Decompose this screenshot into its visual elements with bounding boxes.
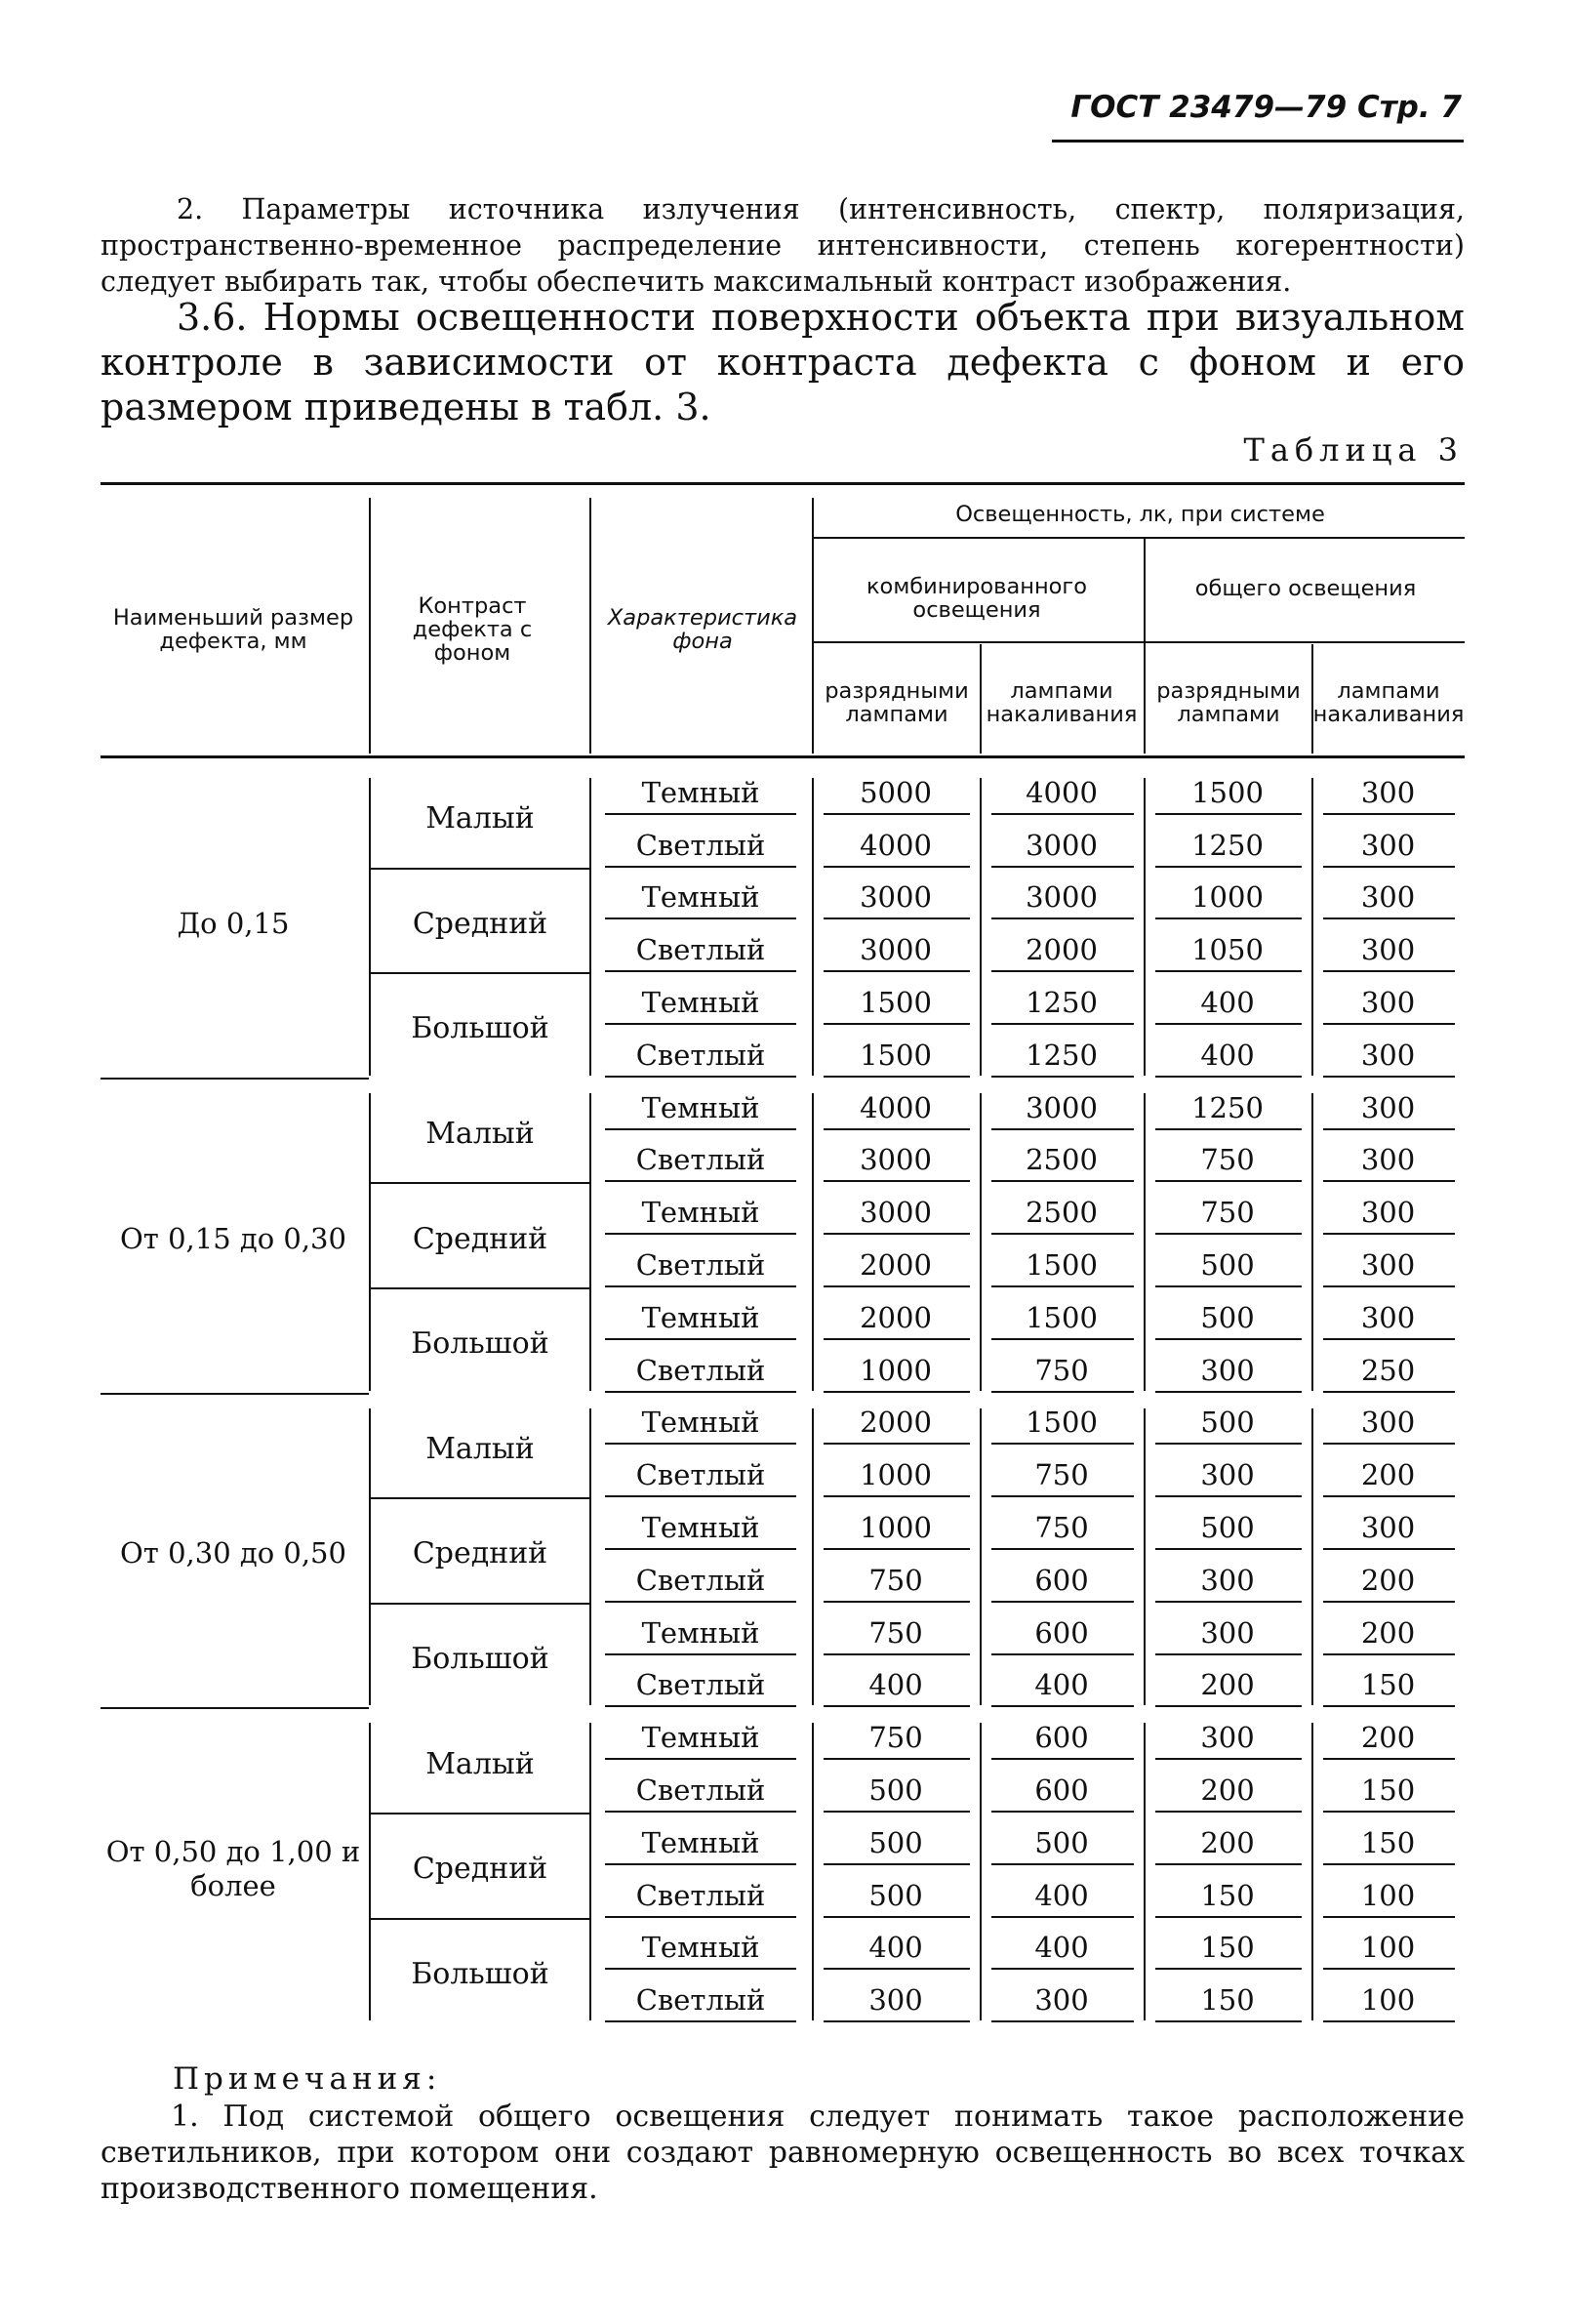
illuminance-value: 750 (1200, 1143, 1255, 1177)
row-rule (1323, 1233, 1455, 1235)
row-rule (991, 1916, 1134, 1918)
row-rule (991, 1233, 1134, 1235)
row-rule (605, 1128, 796, 1130)
illuminance-value: 300 (1200, 1615, 1255, 1650)
illuminance-value: 3000 (860, 1143, 932, 1177)
illuminance-value: 750 (1034, 1353, 1089, 1387)
row-rule (1155, 1495, 1302, 1497)
illuminance-value: 150 (1200, 1931, 1255, 1965)
illuminance-value: 200 (1200, 1825, 1255, 1859)
row-rule (1155, 1076, 1302, 1078)
background-type: Темный (641, 1300, 760, 1334)
row-rule (991, 1180, 1134, 1182)
table-top-rule (101, 482, 1465, 485)
row-rule (605, 1023, 796, 1025)
row-rule (1155, 1916, 1302, 1918)
row-rule (1323, 813, 1455, 815)
row-rule (824, 866, 970, 868)
illuminance-value: 2000 (860, 1300, 932, 1334)
row-rule (1155, 1285, 1302, 1287)
background-type: Темный (641, 1511, 760, 1545)
row-rule (991, 2020, 1134, 2022)
row-rule (991, 813, 1134, 815)
contrast-rule (371, 972, 589, 974)
row-rule (1155, 1863, 1302, 1865)
row-rule (1155, 1443, 1302, 1445)
contrast-level: Средний (412, 1221, 548, 1256)
contrast-level: Малый (425, 1431, 535, 1466)
row-rule (605, 1443, 796, 1445)
illuminance-value: 300 (1360, 1143, 1416, 1177)
illuminance-value: 2500 (1026, 1143, 1098, 1177)
illuminance-value: 300 (1360, 986, 1416, 1020)
row-rule (1155, 813, 1302, 815)
illuminance-value: 500 (1200, 1511, 1255, 1545)
row-rule (1323, 1023, 1455, 1025)
background-type: Темный (641, 1825, 760, 1859)
row-rule (605, 1916, 796, 1918)
background-type: Светлый (635, 1774, 766, 1808)
header-divider (1144, 539, 1146, 754)
illuminance-value: 500 (1034, 1825, 1089, 1859)
row-rule (824, 1233, 970, 1235)
row-rule (1155, 1653, 1302, 1655)
illuminance-value: 1500 (1191, 775, 1264, 809)
row-rule (991, 1811, 1134, 1813)
column-divider (369, 1408, 371, 1706)
illuminance-value: 3000 (860, 1196, 932, 1230)
row-rule (605, 2020, 796, 2022)
illuminance-value: 600 (1034, 1563, 1089, 1597)
size-range: От 0,50 до 1,00 и более (105, 1834, 361, 1902)
header-divider (589, 498, 591, 754)
illuminance-value: 400 (1034, 1668, 1089, 1702)
background-type: Светлый (635, 828, 766, 862)
illuminance-value: 300 (1034, 1983, 1089, 2018)
row-rule (824, 1391, 970, 1393)
illuminance-value: 3000 (1026, 880, 1098, 915)
group-rule (101, 1078, 369, 1080)
illuminance-value: 1500 (1026, 1300, 1098, 1334)
contrast-level: Большой (411, 1956, 549, 1991)
header-size: Наименьший размер дефекта, мм (112, 605, 354, 654)
illuminance-value: 250 (1360, 1353, 1416, 1387)
illuminance-value: 750 (868, 1721, 923, 1755)
row-rule (605, 813, 796, 815)
illuminance-value: 500 (1200, 1248, 1255, 1283)
row-rule (1323, 1285, 1455, 1287)
row-rule (1323, 1758, 1455, 1760)
header-rule-systems (812, 641, 1465, 643)
row-rule (1155, 1811, 1302, 1813)
row-rule (1323, 1495, 1455, 1497)
column-divider (369, 1723, 371, 2020)
header-bottom-rule (101, 755, 1465, 758)
row-rule (991, 1391, 1134, 1393)
contrast-level: Средний (412, 906, 548, 941)
background-type: Темный (641, 880, 760, 915)
contrast-rule (371, 1813, 589, 1814)
illuminance-value: 150 (1360, 1774, 1416, 1808)
row-rule (824, 813, 970, 815)
illuminance-value: 500 (1200, 1406, 1255, 1440)
illuminance-value: 300 (1200, 1563, 1255, 1597)
illuminance-value: 300 (1360, 933, 1416, 967)
header-background: Характеристика фона (607, 605, 798, 654)
contrast-rule (371, 868, 589, 870)
header-combined: комбинированного освещения (866, 574, 1088, 623)
contrast-rule (371, 1497, 589, 1499)
row-rule (991, 1863, 1134, 1865)
illuminance-value: 500 (868, 1774, 923, 1808)
illuminance-value: 3000 (1026, 1090, 1098, 1124)
row-rule (1155, 1391, 1302, 1393)
row-rule (1155, 1601, 1302, 1603)
illuminance-value: 100 (1360, 1878, 1416, 1912)
illuminance-value: 3000 (860, 933, 932, 967)
header-divider (812, 498, 814, 754)
row-rule (1323, 1601, 1455, 1603)
row-rule (1323, 1128, 1455, 1130)
row-rule (605, 1076, 796, 1078)
row-rule (1323, 1338, 1455, 1340)
contrast-level: Большой (411, 1011, 549, 1046)
row-rule (1323, 2020, 1455, 2022)
row-rule (605, 1811, 796, 1813)
group-rule (101, 1393, 369, 1395)
row-rule (1323, 1180, 1455, 1182)
illuminance-value: 400 (1200, 1038, 1255, 1072)
illuminance-value: 500 (868, 1825, 923, 1859)
row-rule (824, 1653, 970, 1655)
row-rule (605, 1233, 796, 1235)
row-rule (1323, 866, 1455, 868)
row-rule (991, 866, 1134, 868)
header-divider (369, 498, 371, 754)
illuminance-value: 300 (1200, 1353, 1255, 1387)
row-rule (991, 1285, 1134, 1287)
illuminance-value: 4000 (860, 828, 932, 862)
illuminance-value: 150 (1360, 1668, 1416, 1702)
row-rule (1155, 1180, 1302, 1182)
row-rule (991, 1443, 1134, 1445)
illuminance-value: 150 (1360, 1825, 1416, 1859)
row-rule (1155, 1705, 1302, 1707)
row-rule (991, 917, 1134, 919)
illuminance-value: 150 (1200, 1983, 1255, 2018)
illuminance-value: 1500 (860, 986, 932, 1020)
row-rule (1155, 2020, 1302, 2022)
header-illuminance-text: Освещенность, лк, при системе (955, 502, 1325, 527)
illuminance-value: 1500 (1026, 1406, 1098, 1440)
background-type: Светлый (635, 1668, 766, 1702)
row-rule (991, 1495, 1134, 1497)
illuminance-value: 300 (1360, 1248, 1416, 1283)
row-rule (605, 1601, 796, 1603)
row-rule (1155, 866, 1302, 868)
illuminance-value: 300 (868, 1983, 923, 2018)
illuminance-value: 300 (1360, 1406, 1416, 1440)
illuminance-value: 750 (868, 1615, 923, 1650)
illuminance-value: 300 (1360, 1038, 1416, 1072)
contrast-rule (371, 1603, 589, 1605)
illuminance-value: 5000 (860, 775, 932, 809)
row-rule (1155, 970, 1302, 972)
illuminance-value: 400 (1034, 1878, 1089, 1912)
row-rule (1323, 917, 1455, 919)
illuminance-value: 1250 (1026, 1038, 1098, 1072)
illuminance-value: 200 (1360, 1458, 1416, 1492)
row-rule (824, 1968, 970, 1970)
row-rule (991, 1601, 1134, 1603)
illuminance-value: 300 (1200, 1721, 1255, 1755)
illuminance-value: 1050 (1191, 933, 1264, 967)
row-rule (991, 1968, 1134, 1970)
illuminance-value: 200 (1360, 1615, 1416, 1650)
row-rule (991, 1758, 1134, 1760)
row-rule (824, 1128, 970, 1130)
running-header: ГОСТ 23479—79 Стр. 7 (1070, 90, 1462, 125)
background-type: Светлый (635, 1038, 766, 1072)
row-rule (1155, 1338, 1302, 1340)
table-caption: Таблица 3 (1243, 431, 1464, 469)
illuminance-value: 1000 (860, 1511, 932, 1545)
row-rule (605, 1548, 796, 1550)
contrast-level: Малый (425, 801, 535, 836)
background-type: Темный (641, 986, 760, 1020)
row-rule (991, 1705, 1134, 1707)
row-rule (824, 1758, 970, 1760)
background-type: Светлый (635, 1563, 766, 1597)
illuminance-value: 4000 (1026, 775, 1098, 809)
row-rule (824, 2020, 970, 2022)
header-contrast: Контраст дефекта с фоном (412, 593, 533, 666)
row-rule (1323, 970, 1455, 972)
row-rule (824, 1023, 970, 1025)
background-type: Темный (641, 1406, 760, 1440)
illuminance-value: 200 (1200, 1668, 1255, 1702)
row-rule (824, 1180, 970, 1182)
row-rule (824, 1548, 970, 1550)
contrast-rule (371, 1182, 589, 1184)
background-type: Светлый (635, 1353, 766, 1387)
size-range: От 0,15 до 0,30 (120, 1221, 346, 1255)
row-rule (605, 1180, 796, 1182)
illuminance-value: 400 (868, 1931, 923, 1965)
row-rule (824, 1285, 970, 1287)
illuminance-value: 1250 (1026, 986, 1098, 1020)
row-rule (1155, 1128, 1302, 1130)
row-rule (605, 970, 796, 972)
contrast-level: Средний (412, 1536, 548, 1571)
illuminance-value: 2500 (1026, 1196, 1098, 1230)
background-type: Темный (641, 1721, 760, 1755)
background-type: Светлый (635, 1878, 766, 1912)
illuminance-value: 1500 (860, 1038, 932, 1072)
size-range: От 0,30 до 0,50 (120, 1536, 346, 1570)
illuminance-value: 200 (1360, 1563, 1416, 1597)
notes-title: Примечания: (173, 2061, 442, 2097)
illuminance-value: 300 (1360, 1511, 1416, 1545)
background-type: Светлый (635, 933, 766, 967)
row-rule (1323, 1705, 1455, 1707)
illuminance-value: 2000 (860, 1248, 932, 1283)
row-rule (1323, 1391, 1455, 1393)
row-rule (824, 1601, 970, 1603)
paragraph-source-params: 2. Параметры источника излучения (интенсивность, спектр, поляризация, пространственно-временное распределение интенсивности, степень когерентности) следует выбирать так, чтобы обеспечить максимальный контраст изображения. (101, 193, 1465, 298)
row-rule (824, 1076, 970, 1078)
illuminance-value: 300 (1360, 1196, 1416, 1230)
contrast-level: Большой (411, 1326, 549, 1362)
illuminance-value: 300 (1360, 775, 1416, 809)
background-type: Темный (641, 1931, 760, 1965)
header-incandescent-1: лампами накаливания (986, 678, 1138, 727)
header-general: общего освещения (1194, 576, 1417, 601)
background-type: Темный (641, 1196, 760, 1230)
illuminance-value: 750 (1034, 1458, 1089, 1492)
row-rule (1323, 1076, 1455, 1078)
illuminance-value: 300 (1200, 1458, 1255, 1492)
column-divider (369, 1093, 371, 1391)
illuminance-value: 750 (868, 1563, 923, 1597)
row-rule (1155, 1233, 1302, 1235)
row-rule (824, 1495, 970, 1497)
row-rule (991, 1653, 1134, 1655)
background-type: Светлый (635, 1983, 766, 2018)
illuminance-value: 500 (1200, 1300, 1255, 1334)
illuminance-value: 2000 (1026, 933, 1098, 967)
row-rule (605, 1705, 796, 1707)
header-rule (1052, 140, 1464, 143)
row-rule (991, 1548, 1134, 1550)
header-discharge-1: разрядными лампами (825, 678, 969, 727)
illuminance-value: 300 (1360, 828, 1416, 862)
illuminance-value: 1500 (1026, 1248, 1098, 1283)
background-type: Светлый (635, 1458, 766, 1492)
illuminance-value: 300 (1360, 1300, 1416, 1334)
row-rule (824, 1863, 970, 1865)
contrast-level: Большой (411, 1642, 549, 1677)
illuminance-value: 1000 (860, 1458, 932, 1492)
contrast-level: Малый (425, 1117, 535, 1152)
illuminance-value: 3000 (860, 880, 932, 915)
row-rule (1155, 917, 1302, 919)
row-rule (991, 1076, 1134, 1078)
illuminance-value: 3000 (1026, 828, 1098, 862)
row-rule (605, 1758, 796, 1760)
row-rule (605, 1495, 796, 1497)
background-type: Светлый (635, 1143, 766, 1177)
illuminance-value: 750 (1200, 1196, 1255, 1230)
header-illuminance (816, 493, 1465, 536)
row-rule (1155, 1968, 1302, 1970)
row-rule (605, 917, 796, 919)
illuminance-value: 400 (1200, 986, 1255, 1020)
row-rule (1323, 1863, 1455, 1865)
row-rule (991, 1338, 1134, 1340)
background-type: Темный (641, 1615, 760, 1650)
row-rule (1323, 1443, 1455, 1445)
background-type: Темный (641, 775, 760, 809)
row-rule (605, 1863, 796, 1865)
contrast-level: Малый (425, 1746, 535, 1781)
contrast-rule (371, 1287, 589, 1289)
illuminance-value: 300 (1360, 1090, 1416, 1124)
row-rule (1155, 1548, 1302, 1550)
paragraph-illuminance-norms: 3.6. Нормы освещенности поверхности объекта при визуальном контроле в зависимости от контраста дефекта с фоном и его размером приведены в табл. 3. (101, 296, 1465, 428)
row-rule (824, 970, 970, 972)
header-discharge-2: разрядными лампами (1156, 678, 1301, 727)
row-rule (824, 1443, 970, 1445)
row-rule (1155, 1023, 1302, 1025)
row-rule (1155, 1758, 1302, 1760)
illuminance-value: 200 (1200, 1774, 1255, 1808)
row-rule (991, 1023, 1134, 1025)
row-rule (824, 1338, 970, 1340)
row-rule (824, 1916, 970, 1918)
background-type: Светлый (635, 1248, 766, 1283)
row-rule (824, 1811, 970, 1813)
contrast-rule (371, 1918, 589, 1920)
row-rule (991, 970, 1134, 972)
illuminance-value: 200 (1360, 1721, 1416, 1755)
illuminance-value: 400 (868, 1668, 923, 1702)
row-rule (605, 1338, 796, 1340)
illuminance-value: 600 (1034, 1774, 1089, 1808)
illuminance-value: 4000 (860, 1090, 932, 1124)
row-rule (1323, 1653, 1455, 1655)
illuminance-value: 1250 (1191, 1090, 1264, 1124)
illuminance-value: 100 (1360, 1931, 1416, 1965)
row-rule (605, 1285, 796, 1287)
illuminance-value: 2000 (860, 1406, 932, 1440)
column-divider (369, 778, 371, 1076)
size-range: До 0,15 (177, 906, 290, 940)
row-rule (605, 1968, 796, 1970)
group-rule (101, 1707, 369, 1709)
header-incandescent-2: лампами накаливания (1312, 678, 1465, 727)
contrast-level: Средний (412, 1852, 548, 1887)
illuminance-value: 600 (1034, 1615, 1089, 1650)
note-1: 1. Под системой общего освещения следует понимать такое расположение светильников, при котором они создают равномерную освещенность во всех точках производственного помещения. (101, 2100, 1465, 2206)
illuminance-value: 1000 (860, 1353, 932, 1387)
row-rule (1323, 1916, 1455, 1918)
illuminance-value: 750 (1034, 1511, 1089, 1545)
illuminance-value: 150 (1200, 1878, 1255, 1912)
row-rule (1323, 1548, 1455, 1550)
illuminance-value: 300 (1360, 880, 1416, 915)
row-rule (605, 866, 796, 868)
row-rule (824, 917, 970, 919)
header-rule-illuminance (812, 537, 1465, 539)
row-rule (991, 1128, 1134, 1130)
illuminance-value: 1250 (1191, 828, 1264, 862)
illuminance-value: 500 (868, 1878, 923, 1912)
row-rule (824, 1705, 970, 1707)
illuminance-value: 100 (1360, 1983, 1416, 2018)
row-rule (1323, 1968, 1455, 1970)
illuminance-value: 1000 (1191, 880, 1264, 915)
row-rule (605, 1391, 796, 1393)
illuminance-value: 600 (1034, 1721, 1089, 1755)
header-divider (980, 644, 982, 754)
row-rule (605, 1653, 796, 1655)
background-type: Темный (641, 1090, 760, 1124)
row-rule (1323, 1811, 1455, 1813)
illuminance-value: 400 (1034, 1931, 1089, 1965)
